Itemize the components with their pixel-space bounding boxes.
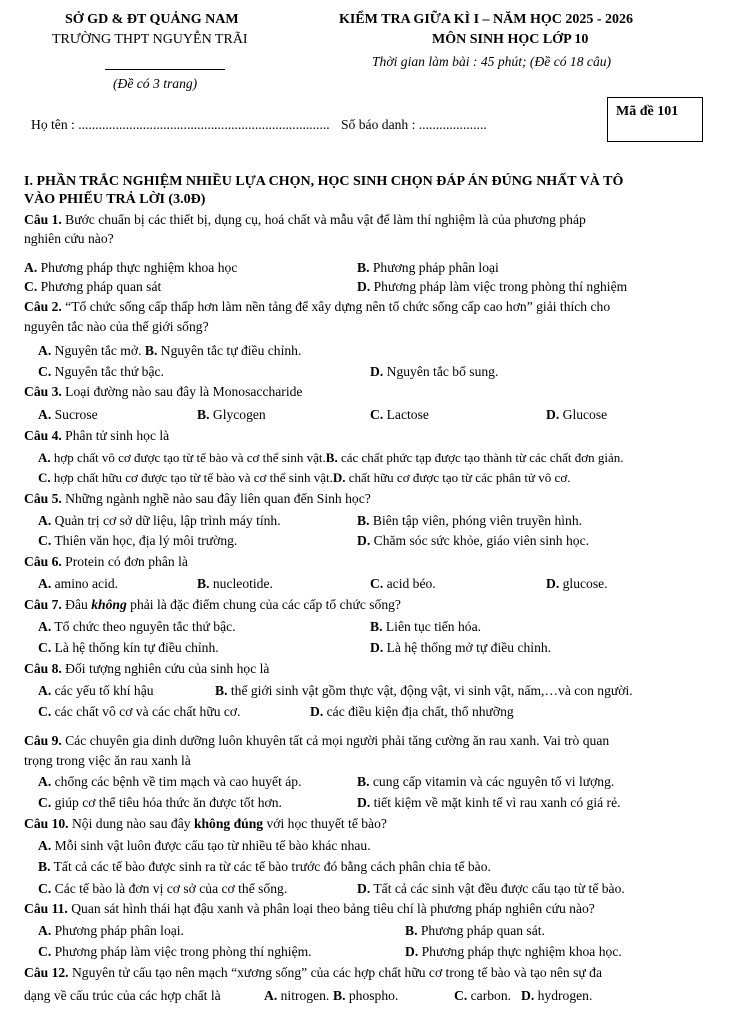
time-note: Thời gian làm bài : 45 phút; (Đề có 18 câu)	[372, 54, 612, 69]
q6-option-c[interactable]: C. acid béo.	[370, 576, 436, 591]
q8-option-c[interactable]: C. các chất vô cơ và các chất hữu cơ.	[38, 704, 241, 719]
q6-option-a[interactable]: A. amino acid.	[38, 576, 119, 591]
q12-option-a[interactable]: A. nitrogen.	[264, 988, 330, 1003]
q11-option-d[interactable]: D. Phương pháp thực nghiệm khoa học.	[405, 944, 622, 959]
q1-option-c[interactable]: C. Phương pháp quan sát	[24, 279, 162, 294]
question-2: Câu 2. “Tổ chức sống cấp thấp hơn làm nền tảng để xây dựng nên tổ chức sống cấp cao hơn” giải thích cho	[24, 299, 611, 314]
q8-option-b[interactable]: B. thế giới sinh vật gồm thực vật, động vật, vi sinh vật, nấm,…và con người.	[215, 683, 633, 698]
q8-option-d[interactable]: D. các điều kiện địa chất, thổ nhưỡng	[310, 704, 514, 719]
q5-option-b[interactable]: B. Biên tập viên, phóng viên truyền hình.	[357, 513, 583, 528]
question-6: Câu 6. Protein có đơn phân là	[24, 554, 188, 569]
header-divider	[105, 69, 225, 70]
q4-option-ab[interactable]: A. hợp chất vô cơ được tạo từ tế bào và cơ thể sinh vật.B. các chất phức tạp được tạo thành từ các chất đơn giản.	[38, 450, 624, 465]
q1-option-d[interactable]: D. Phương pháp làm việc trong phòng thí nghiệm	[357, 279, 628, 294]
q10-option-d[interactable]: D. Tất cả các sinh vật đều được cấu tạo từ tế bào.	[357, 881, 625, 896]
question-number: Câu 1.	[24, 212, 62, 227]
q10-option-b[interactable]: B. Tất cả các tế bào được sinh ra từ các tế bào trước đó bằng cách phân chia tế bào.	[38, 859, 491, 874]
q11-option-a[interactable]: A. Phương pháp phân loại.	[38, 923, 184, 938]
q2-option-ab[interactable]: A. Nguyên tắc mở. B. Nguyên tắc tự điều chỉnh.	[38, 343, 302, 358]
question-8: Câu 8. Đối tượng nghiên cứu của sinh học là	[24, 661, 270, 676]
q12-option-c[interactable]: C. carbon.	[454, 988, 512, 1003]
question-11: Câu 11. Quan sát hình thái hạt đậu xanh và phân loại theo bảng tiêu chí là phương pháp nghiên cứu nào?	[24, 901, 595, 916]
q10-option-c[interactable]: C. Các tế bào là đơn vị cơ sở của cơ thể sống.	[38, 881, 288, 896]
q10-option-a[interactable]: A. Mỗi sinh vật luôn được cấu tạo từ nhiều tế bào khác nhau.	[38, 838, 371, 853]
question-12: Câu 12. Nguyên tử cấu tạo nên mạch “xương sống” của các hợp chất hữu cơ trong tế bào và tạo nên sự đa	[24, 965, 603, 980]
q3-option-d[interactable]: D. Glucose	[546, 407, 608, 422]
q12-option-b[interactable]: B. phospho.	[333, 988, 399, 1003]
student-id-field: Số báo danh : ....................	[341, 117, 487, 132]
q3-option-c[interactable]: C. Lactose	[370, 407, 429, 422]
question-text: Bước chuẩn bị các thiết bị, dụng cụ, hoá chất và mẫu vật để làm thí nghiệm là của phương pháp	[61, 212, 586, 227]
question-3: Câu 3. Loại đường nào sau đây là Monosaccharide	[24, 384, 303, 399]
q4-option-cd[interactable]: C. hợp chất hữu cơ được tạo từ tế bào và cơ thể sinh vật.D. chất hữu cơ được tạo từ các phân tử vô cơ.	[38, 470, 571, 485]
q7-option-d[interactable]: D. Là hệ thống mở tự điều chỉnh.	[370, 640, 552, 655]
q3-option-a[interactable]: A. Sucrose	[38, 407, 98, 422]
q12-option-d[interactable]: D. hydrogen.	[521, 988, 593, 1003]
q3-option-b[interactable]: B. Glycogen	[197, 407, 266, 422]
question-4: Câu 4. Phân tử sinh học là	[24, 428, 170, 443]
student-name-field: Họ tên : ..........................................................................	[31, 117, 330, 132]
exam-code: Mã đề 101	[616, 104, 679, 119]
question-10: Câu 10. Nội dung nào sau đây không đúng với học thuyết tế bào?	[24, 816, 387, 831]
question-1-cont: nghiên cứu nào?	[24, 231, 114, 246]
q9-option-c[interactable]: C. giúp cơ thể tiêu hóa thức ăn được tốt hơn.	[38, 795, 282, 810]
question-7: Câu 7. Đâu không phải là đặc điểm chung của các cấp tổ chức sống?	[24, 597, 401, 612]
pages-note: (Đề có 3 trang)	[113, 76, 198, 91]
q5-option-d[interactable]: D. Chăm sóc sức khỏe, giáo viên sinh học.	[357, 533, 590, 548]
q7-option-b[interactable]: B. Liên tục tiến hóa.	[370, 619, 481, 634]
question-9: Câu 9. Các chuyên gia dinh dưỡng luôn khuyên tất cả mọi người phải tăng cường ăn rau xanh. Vai trò quan	[24, 733, 610, 748]
exam-code-box	[607, 97, 703, 142]
q1-option-b[interactable]: B. Phương pháp phân loại	[357, 260, 499, 275]
q6-option-b[interactable]: B. nucleotide.	[197, 576, 273, 591]
question-5: Câu 5. Những ngành nghề nào sau đây liên quan đến Sinh học?	[24, 491, 371, 506]
exam-title: KIỂM TRA GIỮA KÌ I – NĂM HỌC 2025 - 2026	[339, 12, 634, 27]
q9-option-d[interactable]: D. tiết kiệm về mặt kinh tế vì rau xanh có giá rẻ.	[357, 795, 621, 810]
q2-option-d[interactable]: D. Nguyên tắc bổ sung.	[370, 364, 499, 379]
q5-option-c[interactable]: C. Thiên văn học, địa lý môi trường.	[38, 533, 238, 548]
q1-option-a[interactable]: A. Phương pháp thực nghiệm khoa học	[24, 260, 238, 275]
question-1	[24, 210, 586, 229]
q11-option-c[interactable]: C. Phương pháp làm việc trong phòng thí nghiệm.	[38, 944, 312, 959]
q9-option-b[interactable]: B. cung cấp vitamin và các nguyên tố vi lượng.	[357, 774, 615, 789]
section-title: I. PHẦN TRẮC NGHIỆM NHIỀU LỰA CHỌN, HỌC SINH CHỌN ĐÁP ÁN ĐÚNG NHẤT VÀ TÔ	[24, 174, 624, 189]
subject-title: MÔN SINH HỌC LỚP 10	[432, 32, 589, 47]
question-9-cont: trọng trong việc ăn rau xanh là	[24, 753, 191, 768]
q6-option-d[interactable]: D. glucose.	[546, 576, 608, 591]
q11-option-b[interactable]: B. Phương pháp quan sát.	[405, 923, 545, 938]
question-12-cont: dạng về cấu trúc của các hợp chất là	[24, 988, 221, 1003]
school-name: TRƯỜNG THPT NGUYỄN TRÃI	[52, 32, 248, 47]
section-title-cont: VÀO PHIẾU TRẢ LỜI (3.0Đ)	[24, 192, 206, 207]
q7-option-c[interactable]: C. Là hệ thống kín tự điều chỉnh.	[38, 640, 219, 655]
q8-option-a[interactable]: A. các yếu tố khí hậu	[38, 683, 154, 698]
q5-option-a[interactable]: A. Quản trị cơ sở dữ liệu, lập trình máy tính.	[38, 513, 281, 528]
q9-option-a[interactable]: A. chống các bệnh về tim mạch và cao huyết áp.	[38, 774, 302, 789]
q2-option-c[interactable]: C. Nguyên tắc thứ bậc.	[38, 364, 164, 379]
q7-option-a[interactable]: A. Tổ chức theo nguyên tắc thứ bậc.	[38, 619, 236, 634]
question-2-cont: nguyên tắc nào của thế giới sống?	[24, 319, 209, 334]
department-name: SỞ GD & ĐT QUẢNG NAM	[65, 12, 239, 27]
